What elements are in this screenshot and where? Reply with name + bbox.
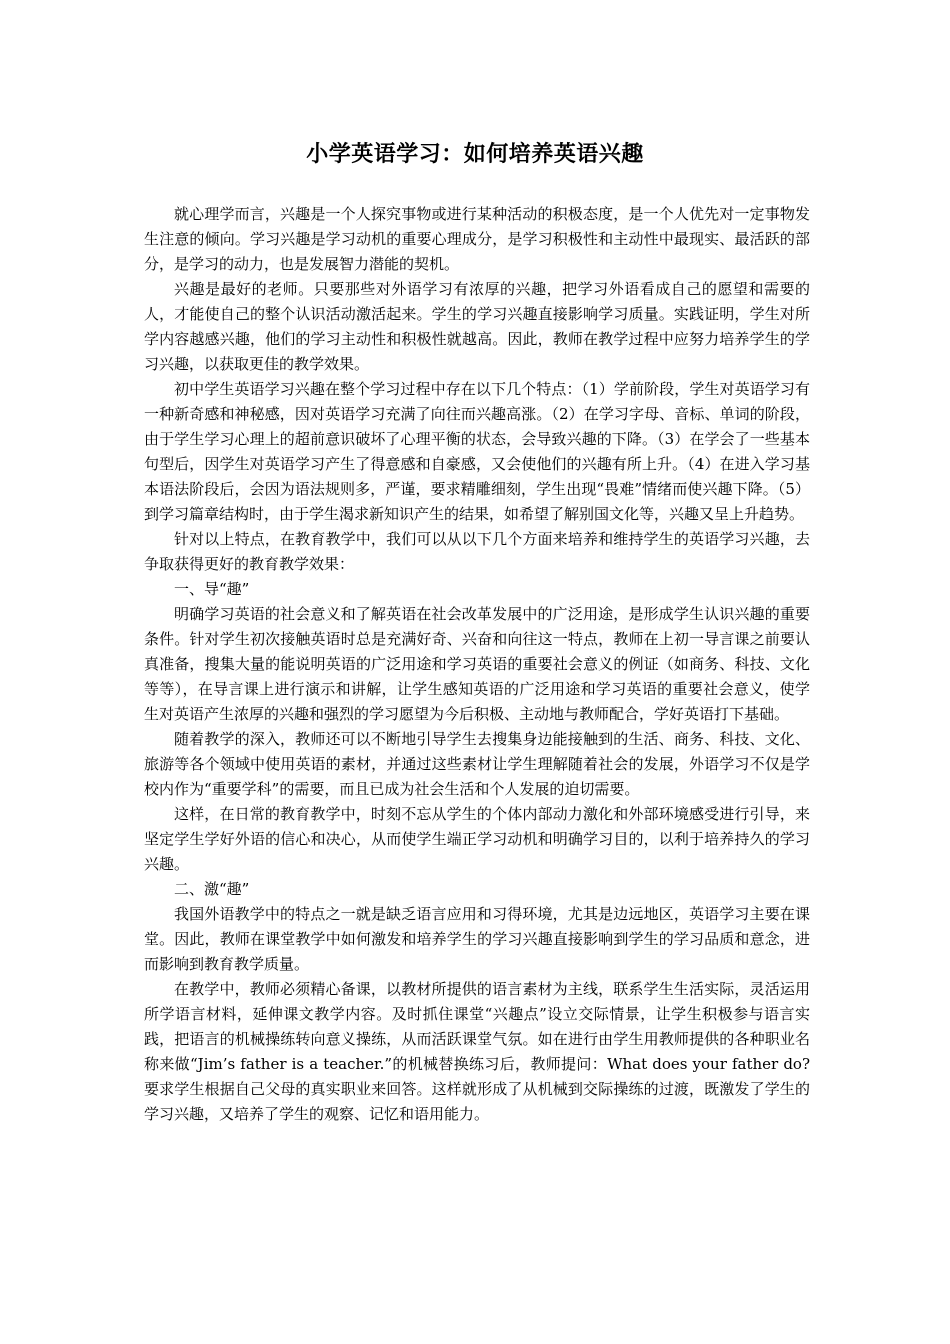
section-heading: 二、激“趣”: [174, 880, 250, 898]
section-heading: 一、导“趣”: [174, 580, 250, 598]
paragraph: 随着教学的深入，教师还可以不断地引导学生去搜集身边能接触到的生活、商务、科技、文化、旅游等各个领域中使用英语的素材，并通过这些素材让学生理解随着社会的发展，外语学习不仅是学校内作为“重要学科”的需要，而且已成为社会生活和个人发展的迫切需要。: [144, 730, 810, 798]
paragraph: 针对以上特点，在教育教学中，我们可以从以下几个方面来培养和维持学生的英语学习兴趣，去争取获得更好的教育教学效果：: [144, 530, 810, 573]
paragraph: 就心理学而言，兴趣是一个人探究事物或进行某种活动的积极态度，是一个人优先对一定事物发生注意的倾向。学习兴趣是学习动机的重要心理成分，是学习积极性和主动性中最现实、最活跃的部分，是学习的动力，也是发展智力潜能的契机。: [144, 205, 810, 273]
paragraph: 这样，在日常的教育教学中，时刻不忘从学生的个体内部动力激化和外部环境感受进行引导，来坚定学生学好外语的信心和决心，从而使学生端正学习动机和明确学习目的，以利于培养持久的学习兴趣。: [144, 805, 810, 873]
paragraph: 兴趣是最好的老师。只要那些对外语学习有浓厚的兴趣，把学习外语看成自己的愿望和需要的人，才能使自己的整个认识活动激活起来。学生的学习兴趣直接影响学习质量。实践证明，学生对所学内容越感兴趣，他们的学习主动性和积极性就越高。因此，教师在教学过程中应努力培养学生的学习兴趣，以获取更佳的教学效果。: [144, 280, 810, 373]
paragraph: 在教学中，教师必须精心备课，以教材所提供的语言素材为主线，联系学生生活实际，灵活运用所学语言材料，延伸课文教学内容。及时抓住课堂“兴趣点”设立交际情景，让学生积极参与语言实践，把语言的机械操练转向意义操练，从而活跃课堂气氛。如在进行由学生用教师提供的各种职业名称来做“Jim’s father is a teacher.”的机械替换练习后，教师提问：What does your father do?要求学生根据自己父母的真实职业来回答。这样就形成了从机械到交际操练的过渡，既激发了学生的学习兴趣，又培养了学生的观察、记忆和语用能力。: [144, 980, 810, 1123]
document-title: 小学英语学习：如何培养英语兴趣: [306, 141, 644, 167]
paragraph: 初中学生英语学习兴趣在整个学习过程中存在以下几个特点：（1）学前阶段，学生对英语学习有一种新奇感和神秘感，因对英语学习充满了向往而兴趣高涨。（2）在学习字母、音标、单词的阶段，由于学生学习心理上的超前意识破坏了心理平衡的状态，会导致兴趣的下降。（3）在学会了一些基本句型后，因学生对英语学习产生了得意感和自豪感，又会使他们的兴趣有所上升。（4）在进入学习基本语法阶段后，会因为语法规则多，严谨，要求精雕细刻，学生出现“畏难”情绪而使兴趣下降。（5）到学习篇章结构时，由于学生渴求新知识产生的结果，如希望了解别国文化等，兴趣又呈上升趋势。: [144, 380, 810, 523]
paragraph: 明确学习英语的社会意义和了解英语在社会改革发展中的广泛用途，是形成学生认识兴趣的重要条件。针对学生初次接触英语时总是充满好奇、兴奋和向往这一特点，教师在上初一导言课之前要认真准备，搜集大量的能说明英语的广泛用途和学习英语的重要社会意义的例证（如商务、科技、文化等等），在导言课上进行演示和讲解，让学生感知英语的广泛用途和学习英语的重要社会意义，使学生对英语产生浓厚的兴趣和强烈的学习愿望为今后积极、主动地与教师配合，学好英语打下基础。: [144, 605, 810, 723]
paragraph: 我国外语教学中的特点之一就是缺乏语言应用和习得环境，尤其是边远地区，英语学习主要在课堂。因此，教师在课堂教学中如何激发和培养学生的学习兴趣直接影响到学生的学习品质和意念，进而影响到教育教学质量。: [144, 905, 810, 973]
document-body: [144, 202, 810, 1127]
